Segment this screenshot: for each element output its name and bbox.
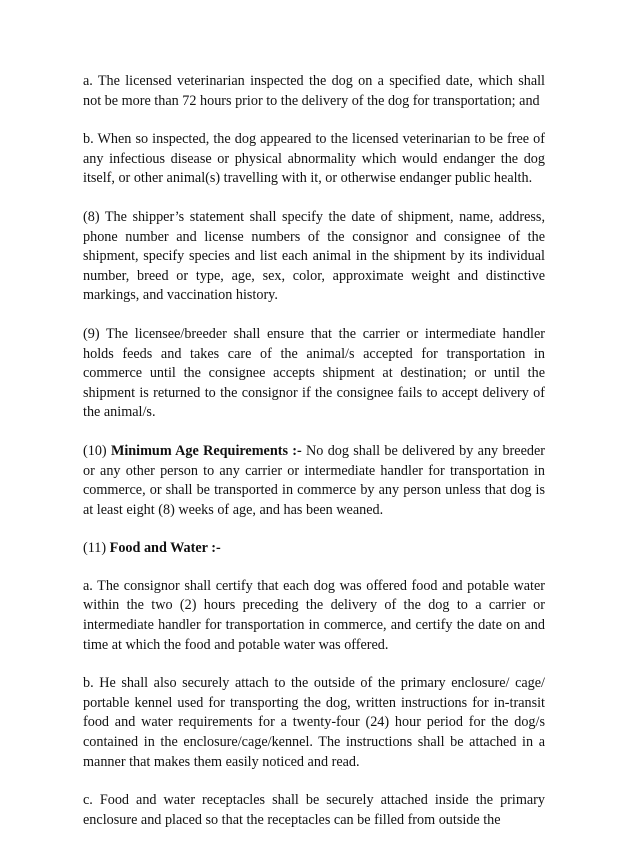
paragraph-food-water-receptacles: c. Food and water receptacles shall be securely attached inside the primary enclosure and placed so that the receptacles can be filled from outside the	[83, 792, 545, 828]
paragraph-vet-inspection-date: a. The licensed veterinarian inspected the dog on a specified date, which shall not be more than 72 hours prior to the delivery of the dog for transportation; and	[83, 73, 545, 109]
paragraph-food-water-heading	[83, 539, 545, 559]
paragraph-vet-inspection-health: b. When so inspected, the dog appeared to the licensed veterinarian to be free of any infectious disease or physical abnormality which would endanger the dog itself, or other animal(s) travelling with it, or otherwise endanger public health.	[83, 131, 545, 187]
paragraph-food-water-certify: a. The consignor shall certify that each dog was offered food and potable water within the two (2) hours preceding the delivery of the dog to a carrier or intermediate handler for transportation in commerce, and certify the date on and time at which the food and potable water was offered.	[83, 577, 545, 653]
paragraph-licensee-care: (9) The licensee/breeder shall ensure that the carrier or intermediate handler holds feeds and takes care of the animal/s accepted for transportation in commerce until the consignee accepts shipment at destination; or until the shipment is returned to the consignor if the consignee fails to accept delivery of the animal/s.	[83, 325, 545, 421]
paragraph-minimum-age	[83, 442, 545, 520]
document-page	[83, 72, 545, 849]
section-number: (10)	[83, 442, 111, 459]
section-heading-minimum-age: Minimum Age Requirements :-	[110, 442, 302, 459]
paragraph-shipper-statement: (8) The shipper’s statement shall specify the date of shipment, name, address, phone number and license numbers of the consignor and consignee of the shipment, specify species and list each animal in the shipment by its individual number, breed or type, age, sex, color, approximate weight and distinctive markings, and vaccination history.	[83, 208, 545, 304]
paragraph-food-water-instructions: b. He shall also securely attach to the outside of the primary enclosure/ cage/ portable kennel used for transporting the dog, written instructions for in-transit food and water requirements for a twenty-four (24) hour period for the dog/s contained in the enclosure/cage/kennel. The instructions shall be attached in a manner that makes them easily noticed and read.	[83, 675, 545, 770]
section-heading-food-water: Food and Water :-	[109, 540, 221, 557]
section-body: No dog shall be delivered by any breeder or any other person to any carrier or intermediate handler for transportation in commerce, or shall be transported in commerce by any person unless that dog is at least eight (8) weeks of age, and has been weaned.	[83, 442, 545, 518]
section-number: (11)	[83, 540, 110, 557]
